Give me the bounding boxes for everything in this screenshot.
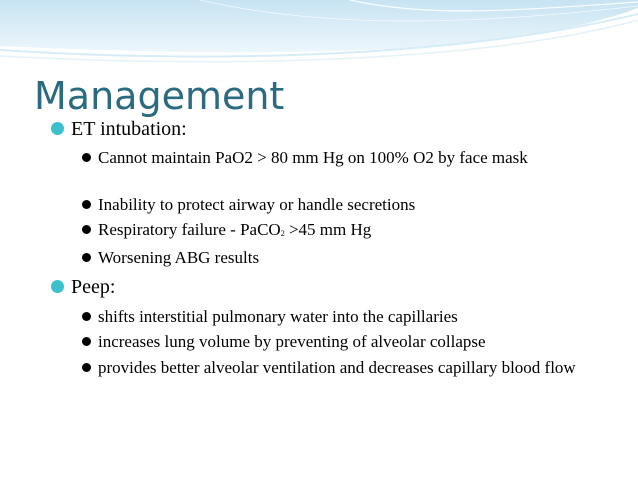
bullet-icon: [82, 200, 91, 209]
bullet-icon: [82, 225, 91, 234]
bullet-icon: [51, 122, 64, 135]
list-item: Inability to protect airway or handle secretions: [78, 194, 598, 215]
bullet-icon: [82, 253, 91, 262]
list-item: Worsening ABG results: [78, 247, 598, 268]
bullet-icon: [82, 337, 91, 346]
section-heading: ET intubation:: [51, 118, 187, 140]
bullet-icon: [51, 280, 64, 293]
list-item: increases lung volume by preventing of alveolar collapse: [78, 331, 598, 352]
slide-title: Management: [34, 74, 285, 118]
list-item: shifts interstitial pulmonary water into the capillaries: [78, 306, 598, 327]
bullet-icon: [82, 153, 91, 162]
section-heading: Peep:: [51, 276, 115, 298]
list-item: Cannot maintain PaO2 > 80 mm Hg on 100% O2 by face mask: [78, 147, 598, 168]
list-item: Respiratory failure - PaCO$_2$ >45 mm Hg: [78, 219, 598, 244]
bullet-icon: [82, 363, 91, 372]
list-item: provides better alveolar ventilation and decreases capillary blood flow: [78, 357, 598, 378]
bullet-icon: [82, 312, 91, 321]
